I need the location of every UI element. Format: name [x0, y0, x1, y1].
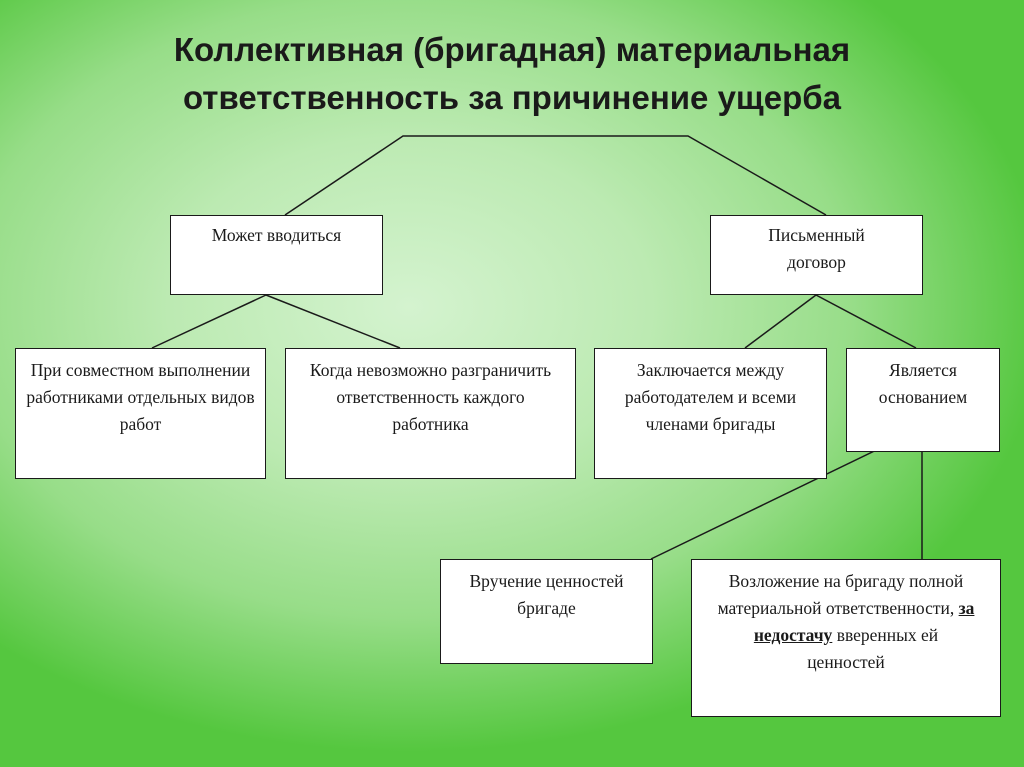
- node-assignment-emphasis: за недостачу: [753, 598, 975, 645]
- node-joint-performance-label: При совместном выполнении работниками отдельных видов работ: [26, 360, 255, 434]
- node-joint-performance: [15, 348, 266, 479]
- connector-contract-right: [816, 295, 916, 348]
- node-is-basis-label: Является основанием: [878, 360, 968, 407]
- node-assignment-text-start: Возложение на бригаду полной материальной ответственности,: [717, 571, 964, 618]
- title-line-1: Коллективная (бригадная) материальная: [173, 31, 851, 68]
- node-written-contract: [710, 215, 923, 295]
- node-impossible-to-separate-label: Когда невозможно разграничить ответственность каждого работника: [309, 360, 552, 434]
- node-handing-over-label: Вручение ценностей бригаде: [469, 571, 624, 618]
- connector-root: [285, 136, 826, 215]
- node-impossible-to-separate: [285, 348, 576, 479]
- node-written-contract-label: Письменный договор: [768, 225, 865, 272]
- node-assignment-text-end: вверенных ей ценностей: [807, 625, 939, 672]
- node-assignment: [691, 559, 1001, 717]
- title-line-2: ответственность за причинение ущерба: [182, 79, 842, 116]
- node-concluded-between-label: Заключается между работодателем и всеми членами бригады: [624, 360, 797, 434]
- node-concluded-between: [594, 348, 827, 479]
- connector-may-right: [266, 295, 400, 348]
- node-may-be-introduced: [170, 215, 383, 295]
- connector-contract-left: [745, 295, 816, 348]
- node-handing-over: [440, 559, 653, 664]
- node-is-basis: [846, 348, 1000, 452]
- node-may-be-introduced-label: Может вводиться: [211, 225, 342, 245]
- connector-may-left: [152, 295, 266, 348]
